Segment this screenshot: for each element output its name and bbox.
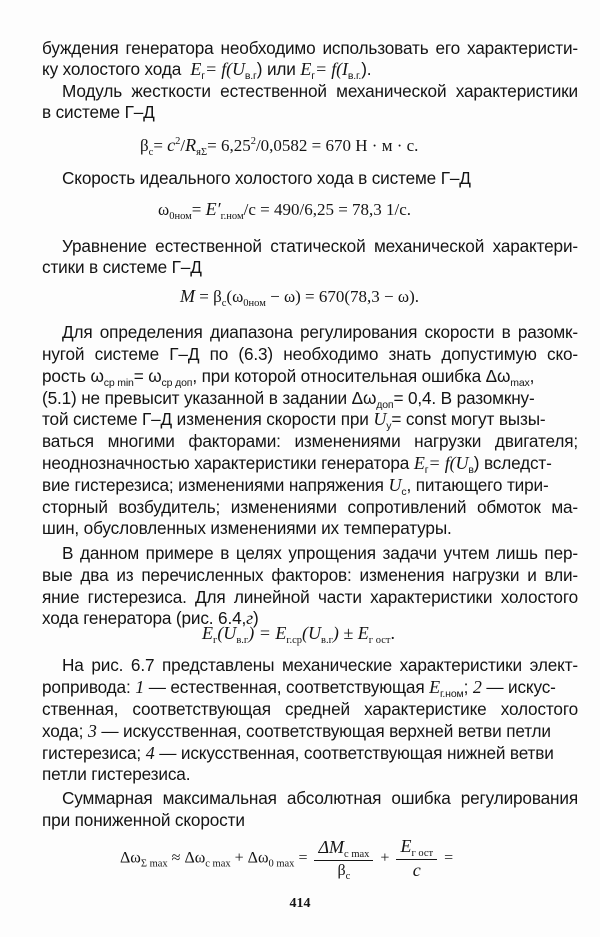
formula-ideal-speed: $\omega_{0ном}= E'_{г.ном}/c = 490/6,25 = 78,3$ 1/с. [158,199,412,222]
text-line: хода; 3 — искусственная, соответствующая верхней ветви петли [42,721,551,741]
text-line: вые два из перечисленных факторов: изменения нагрузки и вли- [42,565,578,585]
text-line: сторный возбудитель; изменениями сопротивлений обмоток ма- [42,497,578,517]
formula-generator-emf: $E_г(U_{в.г}) = E_{г.ср}(U_{в.г}) \pm E_{г ост}$. [202,623,395,646]
text-line: В данном примере в целях упрощения задачи учтем лишь пер- [62,543,578,563]
text-line: стики в системе Г–Д [42,257,202,277]
text-line: гистерезиса; 4 — искусственная, соответствующая нижней ветви [42,743,554,763]
text-line: вие гистерезиса; изменениями напряжения $U_с$, питающего тири- [42,475,549,498]
text-line: рость $\omega_{ср min}= \omega_{ср доп}$, при которой относительная ошибка $\Delta\omega_{max}$, [42,366,535,389]
text-line: петли гистерезиса. [42,764,191,784]
text-line: нугой системе Г–Д по (6.3) необходимо знать допустимую ско- [42,344,578,364]
text-line: (5.1) не превысит указанной в задании $\Delta\omega_{доп}= 0,4$. В разомкну- [42,388,535,411]
text-line: яние гистерезиса. Для линейной части характеристики холостого [42,587,578,607]
text-line: неоднозначностью характеристики генератора $E_г= f(U_в)$ вследст- [42,453,552,476]
text-line: хода генератора (рис. 6.4,г) [42,608,259,628]
text-line: в системе Г–Д [42,102,155,122]
page-number: 414 [289,896,311,911]
text-line: Скорость идеального холостого хода в системе Г–Д [62,168,471,188]
text-line: На рис. 6.7 представлены механические характеристики элект- [62,655,578,675]
formula-total-error: $\Delta\omega_{\Sigma max} \approx \Delta\omega_{c max} + \Delta\omega_{0 max}$ = $\frac{\Delta M_{c max}}{\beta_с}$ + $\frac{E_{г ост}}{c}$ = [120,836,454,882]
text-line: той системе Г–Д изменения скорости при $U_у=$ const могут вызы- [42,409,546,432]
inline-formula-e-of-u: $E_г= f(U_{в.г})$ или $E_г= f(I_{в.г.})$. [190,59,372,82]
text-line [42,59,578,82]
text-line: ственная, соответствующая средней характеристике холостого [42,699,578,719]
text-span: ку холостого хода [42,59,182,79]
fraction-residual-emf: $\frac{E_{г ост}}{c}$ [396,836,437,882]
text-line: ваться многими факторами: изменениями нагрузки двигателя; [42,431,578,451]
text-line: Для определения диапазона регулирования скорости в разомк- [62,322,578,342]
fraction-load-error: $\frac{\Delta M_{c max}}{\beta_с}$ [314,837,373,881]
text-line: Суммарная максимальная абсолютная ошибка регулирования [62,788,578,808]
text-line: Уравнение естественной статической механической характери- [62,236,578,256]
formula-mechanical-characteristic: $M = \beta_с(\omega_{0ном} - \omega) = 670(78,3 - \omega)$. [180,286,419,309]
text-line: при пониженной скорости [42,810,245,830]
text-line: ропривода: 1 — естественная, соответствующая $E_{г.ном}$; 2 — искус- [42,677,556,700]
text-line: буждения генератора необходимо использовать его характеристи- [42,38,578,58]
text-line: шин, обусловленных изменениями их температуры. [42,518,452,538]
text-line: Модуль жесткости естественной механической характеристики [62,81,578,101]
formula-stiffness: $\beta_с= c^2/R_{я\Sigma}= 6,25^2/0,0582 = 670$ Н · м · с. [140,135,419,158]
